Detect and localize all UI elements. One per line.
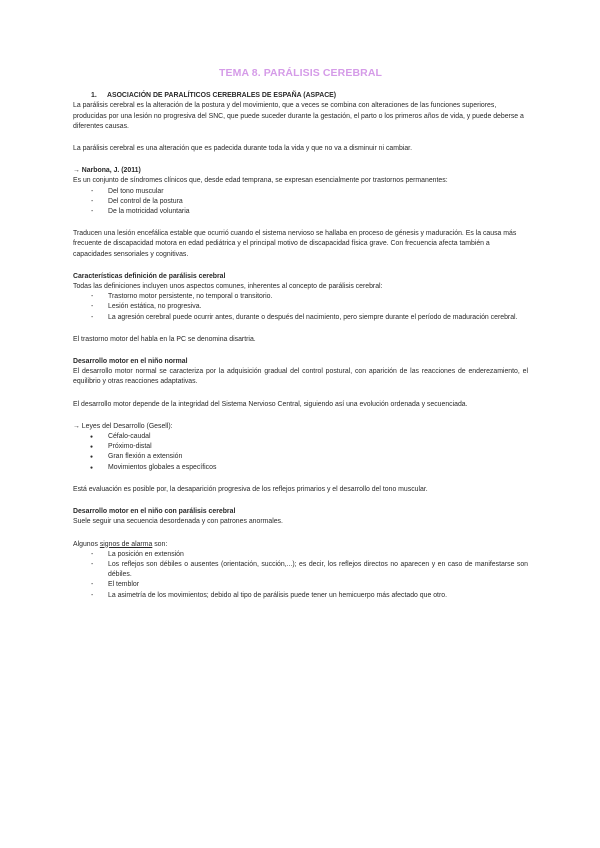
paragraph-desarrollo-pc: Suele seguir una secuencia desordenada y con patrones anormales. [73, 518, 283, 526]
list-item: ● Movimientos globales a específicos [73, 463, 528, 473]
narbona-list [73, 187, 528, 218]
paragraph-caracteristicas-intro: Todas las definiciones incluyen unos aspectos comunes, inherentes al concepto de parálisis cerebral: [73, 283, 383, 291]
section-heading-aspace [73, 91, 528, 101]
section-heading-text: ASOCIACIÓN DE PARALÍTICOS CEREBRALES DE ESPAÑA (ASPACE) [107, 92, 337, 100]
leyes-heading: → Leyes del Desarrollo (Gesell): [73, 422, 173, 430]
list-item: - Del control de la postura [73, 197, 528, 207]
list-item: ● Céfalo-caudal [73, 432, 528, 442]
list-item: - De la motricidad voluntaria [73, 207, 528, 217]
section-number: 1. [91, 92, 97, 100]
document-body [73, 68, 528, 601]
list-item: - El temblor [73, 580, 528, 590]
paragraph-disartria: El trastorno motor del habla en la PC se denomina disartria. [73, 335, 256, 343]
subheading-narbona: → Narbona, J. (2011) [73, 167, 141, 175]
paragraph-evaluacion: Está evaluación es posible por, la desaparición progresiva de los reflejos primarios y el desarrollo del tono muscular. [73, 485, 428, 493]
paragraph-definition-aspace: La parálisis cerebral es la alteración de la postura y del movimiento, que a veces se combina con alteraciones de las funciones superiores, producidas por una lesión no progresiva del SNC, que puede suceder durante la gestación, el parto o los primeros años de vida, y puede deberse a diferentes causas. [73, 102, 524, 130]
list-item: - Del tono muscular [73, 187, 528, 197]
list-item: - La agresión cerebral puede ocurrir antes, durante o después del nacimiento, pero siempre durante el período de maduración cerebral. [73, 313, 528, 323]
subheading-desarrollo-normal: Desarrollo motor en el niño normal [73, 358, 188, 366]
list-item: ● Gran flexión a extensión [73, 452, 528, 462]
list-item: ● Próximo-distal [73, 442, 528, 452]
caracteristicas-list [73, 292, 528, 323]
subheading-desarrollo-pc: Desarrollo motor en el niño con parálisis cerebral [73, 508, 236, 516]
alarma-intro [73, 540, 528, 550]
list-item: - Trastorno motor persistente, no temporal o transitorio. [73, 292, 528, 302]
leyes-list [73, 432, 528, 473]
list-item: - Lesión estática, no progresiva. [73, 302, 528, 312]
alarma-pre-text: Algunos [73, 540, 100, 548]
paragraph-desarrollo-normal-2: El desarrollo motor depende de la integridad del Sistema Nervioso Central, siguiendo así una evolución ordenada y secuenciada. [73, 400, 468, 408]
paragraph-lifelong: La parálisis cerebral es una alteración que es padecida durante toda la vida y que no va a disminuir ni cambiar. [73, 145, 412, 153]
paragraph-desarrollo-normal-1: El desarrollo motor normal se caracteriza por la adquisición gradual del control postural, con aparición de las reacciones de enderezamiento, el equilibrio y otras reacciones adaptativas. [73, 368, 528, 386]
list-item: - Los reflejos son débiles o ausentes (orientación, succión,...); es decir, los reflejos directos no aparecen y en caso de manifestarse son débiles. [73, 560, 528, 580]
subheading-caracteristicas: Características definición de parálisis cerebral [73, 272, 226, 280]
alarma-list [73, 550, 528, 601]
paragraph-narbona-detail: Traducen una lesión encefálica estable que ocurrió cuando el sistema nervioso se hallaba en proceso de génesis y maduración. Es la causa más frecuente de discapacidad motora en edad pediátrica y el principal motivo de discapacidad física grave. Con frecuencia afecta también a capacidades sensoriales y cognitivas. [73, 230, 517, 258]
alarma-post-text: son: [152, 540, 168, 548]
paragraph-narbona-intro: Es un conjunto de síndromes clínicos que, desde edad temprana, se expresan esencialmente por trastornos permanentes: [73, 177, 448, 185]
list-item: - La asimetría de los movimientos; debido al tipo de parálisis puede tener un hemicuerpo más afectado que otro. [73, 591, 528, 601]
document-title: TEMA 8. PARÁLISIS CEREBRAL [218, 67, 383, 79]
list-item: - La posición en extensión [73, 550, 528, 560]
alarma-underlined-text: signos de alarma [99, 540, 153, 548]
